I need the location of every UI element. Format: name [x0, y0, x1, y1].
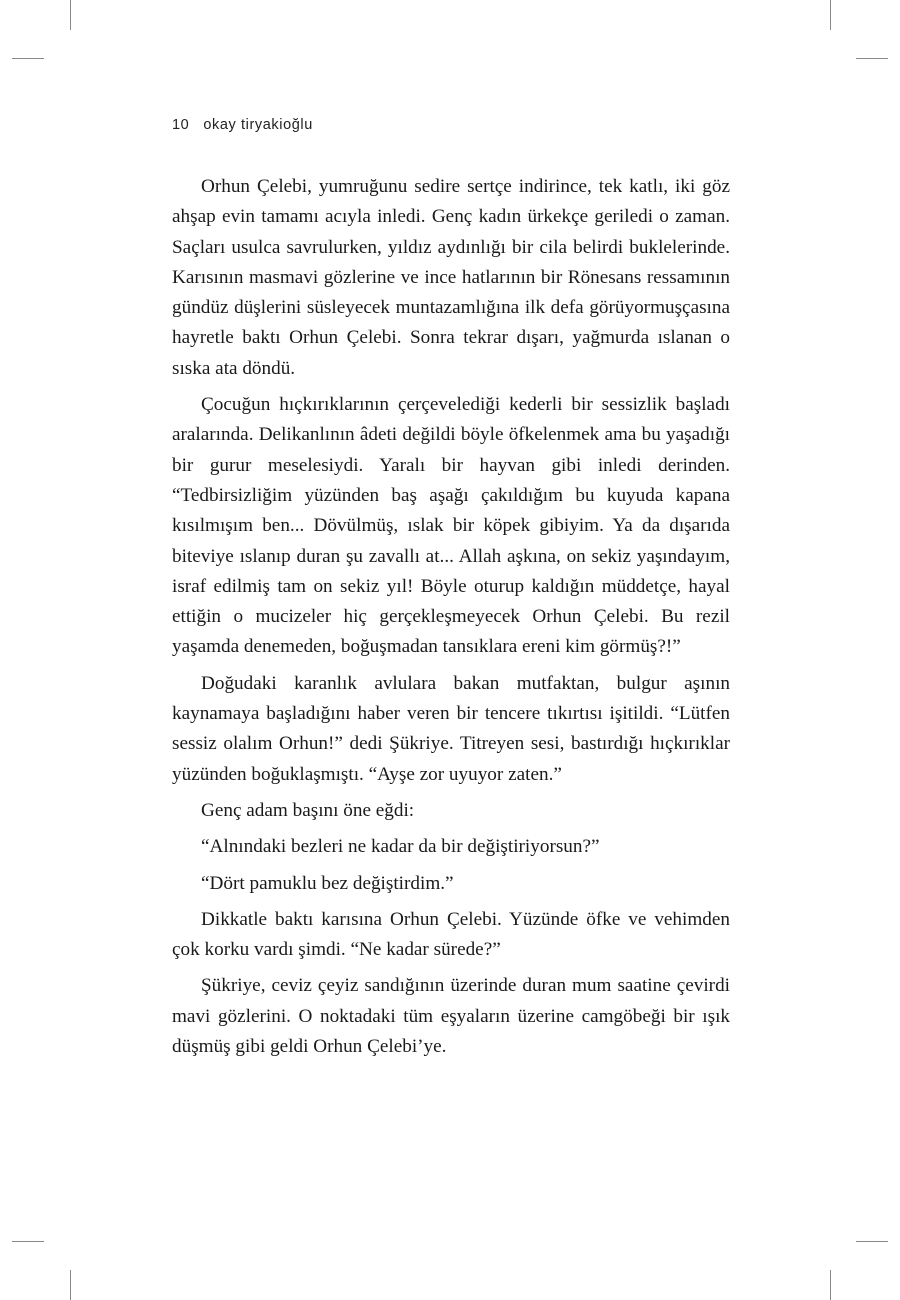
paragraph: Genç adam başını öne eğdi: [201, 799, 415, 821]
crop-mark [856, 58, 888, 59]
crop-mark [12, 1241, 44, 1242]
crop-mark [830, 1270, 831, 1300]
paragraph: Orhun Çelebi, yumruğunu sedire sertçe indirince, tek katlı, iki göz ahşap evin tamamı acıyla inledi. Genç kadın ürkekçe geriledi o zaman. Saçları usulca savrulurken, yıldız aydınlığı bir cila belirdi buklelerinde. Karısının masmavi gözlerine ve ince hatlarının bir Rönesans ressamının gündüz düşlerini süsleyecek muntazamlığına ilk defa görüyormuşçasına hayretle baktı Orhun Çelebi. Sonra tekrar dışarı, yağmurda ıslanan o sıska ata döndü. [172, 176, 730, 379]
paragraph: “Alnındaki bezleri ne kadar da bir değiştiriyorsun?” [201, 836, 600, 858]
author-name: okay tiryakioğlu [203, 117, 313, 133]
crop-mark [70, 1270, 71, 1300]
crop-mark [830, 0, 831, 30]
page-number: 10 [172, 117, 190, 133]
body-text [172, 172, 730, 1068]
paragraph: Doğudaki karanlık avlulara bakan mutfaktan, bulgur aşının kaynamaya başladığını haber veren bir tencere tıkırtısı işitildi. “Lütfen sessiz olalım Orhun!” dedi Şükriye. Titreyen sesi, bastırdığı hıçkırıklar yüzünden boğuklaşmıştı. “Ayşe zor uyuyor zaten.” [172, 672, 730, 785]
paragraph: Dikkatle baktı karısına Orhun Çelebi. Yüzünde öfke ve vehimden çok korku vardı şimdi. “Ne kadar sürede?” [172, 908, 730, 961]
crop-mark [856, 1241, 888, 1242]
paragraph: “Dört pamuklu bez değiştirdim.” [201, 872, 454, 894]
running-header [172, 117, 313, 133]
paragraph: Çocuğun hıçkırıklarının çerçevelediği kederli bir sessizlik başladı aralarında. Delikanlının âdeti değildi böyle öfkelenmek ama bu yaşadığı bir gurur meselesiydi. Yaralı bir hayvan gibi inledi derinden. “Tedbirsizliğim yüzünden baş aşağı çakıldığım bu kuyuda kapana kısılmışım ben... Dövülmüş, ıslak bir köpek gibiyim. Ya da dışarıda biteviye ıslanıp duran şu zavallı at... Allah aşkına, on sekiz yaşındayım, israf edilmiş tam on sekiz yıl! Böyle oturup kaldığın müddetçe, hayal ettiğin o mucizeler hiç gerçekleşmeyecek Orhun Çelebi. Bu rezil yaşamda denemeden, boğuşmadan tansıklara ereni kim görmüş?!” [172, 394, 730, 658]
crop-mark [12, 58, 44, 59]
crop-mark [70, 0, 71, 30]
paragraph: Şükriye, ceviz çeyiz sandığının üzerinde duran mum saatine çevirdi mavi gözlerini. O noktadaki tüm eşyaların üzerine camgöbeği bir ışık düşmüş gibi geldi Orhun Çelebi’ye. [172, 975, 730, 1058]
